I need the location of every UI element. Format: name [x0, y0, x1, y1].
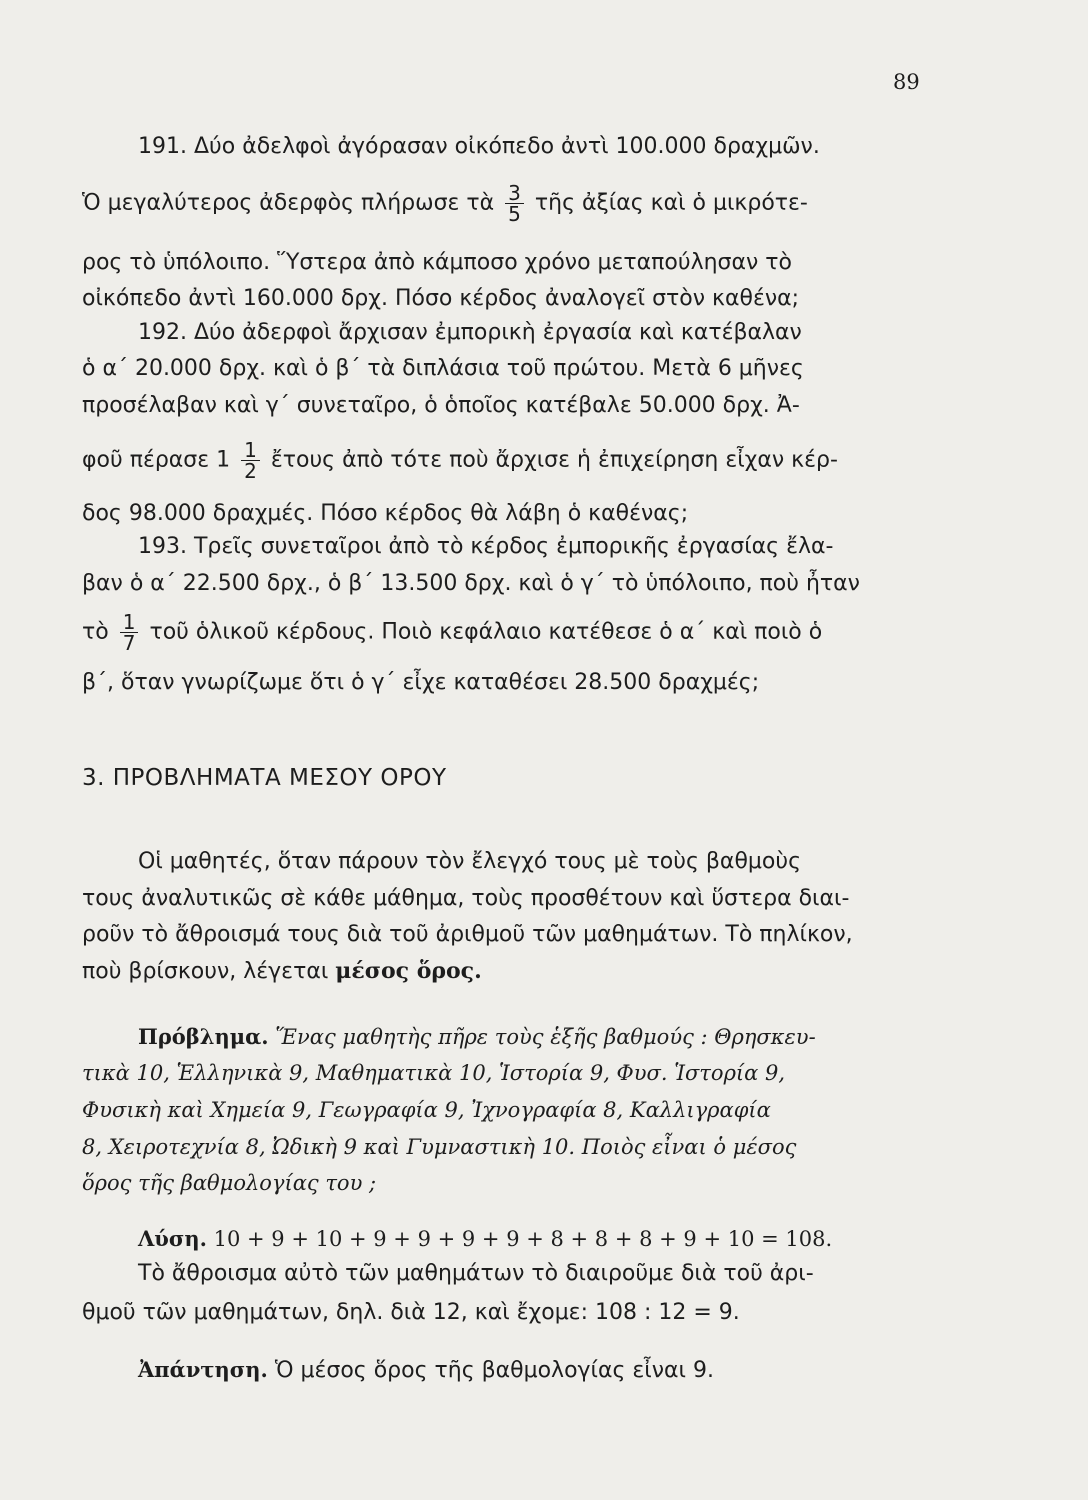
problem-193-text: τοῦ ὁλικοῦ κέρδους. Ποιὸ κεφάλαιο κατέθεσε ὁ α΄ καὶ ποιὸ ὁ [149, 619, 823, 645]
problem-line-4: 8, Χειροτεχνία 8, Ὠδικὴ 9 καὶ Γυμναστικὴ 10. Ποιὸς εἶναι ὁ μέσος [82, 1135, 797, 1159]
problem-192-text: φοῦ πέρασε 1 [82, 447, 231, 473]
section-intro-text: ποὺ βρίσκουν, λέγεται [82, 959, 329, 984]
section-intro-line-2: τους ἀναλυτικῶς σὲ κάθε μάθημα, τοὺς προσθέτουν καὶ ὕστερα διαι- [82, 886, 850, 911]
fraction-denominator: 2 [244, 459, 257, 483]
problem-192-line-1 [82, 316, 922, 349]
fraction-denominator: 5 [508, 202, 521, 226]
solution-equation: 10 + 9 + 10 + 9 + 9 + 9 + 9 + 8 + 8 + 8 + 9 + 10 = 108. [213, 1227, 833, 1251]
section-intro-first-line: Οἱ μαθητές, ὅταν πάρουν τὸν ἔλεγχό τους μὲ τοὺς βαθμοὺς [138, 849, 801, 874]
solution-line [82, 1222, 922, 1256]
problem-192-line-5: δος 98.000 δραχμές. Πόσο κέρδος θὰ λάβη ὁ καθένας; [82, 501, 689, 526]
problem-191-text: Ὁ μεγαλύτερος ἀδερφὸς πλήρωσε τὰ [82, 190, 495, 216]
section-intro-line-1 [82, 845, 922, 878]
solution-text-1: Τὸ ἄθροισμα αὐτὸ τῶν μαθημάτων τὸ διαιροῦμε διὰ τοῦ ἀρι- [138, 1261, 814, 1286]
problem-192-first-line: 192. Δύο ἀδερφοὶ ἄρχισαν ἐμπορικὴ ἐργασία καὶ κατέβαλαν [138, 320, 802, 345]
solution-label: Λύση. [138, 1226, 207, 1251]
problem-line-1 [82, 1020, 922, 1054]
fraction-numerator: 3 [505, 183, 524, 204]
term-mean: μέσος ὅρος. [335, 958, 482, 984]
problem-193-line-4: β΄, ὅταν γνωρίζωμε ὅτι ὁ γ΄ εἶχε καταθέσει 28.500 δραχμές; [82, 670, 760, 695]
problem-191-line-4: οἰκόπεδο ἀντὶ 160.000 δρχ. Πόσο κέρδος ἀναλογεῖ στὸν καθένα; [82, 286, 800, 311]
problem-line-2: τικὰ 10, Ἑλληνικὰ 9, Μαθηματικὰ 10, Ἱστορία 9, Φυσ. Ἱστορία 9, [82, 1061, 786, 1085]
fraction-one-half [241, 440, 260, 481]
answer-text: Ὁ μέσος ὅρος τῆς βαθμολογίας εἶναι 9. [274, 1358, 714, 1383]
section-intro-line-4 [82, 955, 922, 988]
fraction-one-seventh [120, 612, 139, 653]
problem-193-line-1 [82, 530, 922, 563]
fraction-three-fifths [505, 183, 524, 224]
problem-193-text: τὸ [82, 619, 109, 645]
problem-191-line-3: ρος τὸ ὑπόλοιπο. Ὕστερα ἀπὸ κάμποσο χρόνο μεταπούλησαν τὸ [82, 250, 792, 275]
fraction-numerator: 1 [120, 612, 139, 633]
section-heading: 3. ΠΡΟΒΛΗΜΑΤΑ ΜΕΣΟΥ ΟΡΟΥ [82, 765, 447, 791]
problem-191-line-1: 191. Δύο ἀδελφοὶ ἀγόρασαν οἰκόπεδο ἀντὶ 100.000 δραχμῶν. [138, 134, 820, 159]
problem-text: Ἕνας μαθητὴς πῆρε τοὺς ἑξῆς βαθμούς : Θρησκευ- [275, 1025, 816, 1049]
problem-line-5: ὅρος τῆς βαθμολογίας του ; [82, 1171, 377, 1195]
fraction-denominator: 7 [122, 631, 136, 655]
section-intro-line-3: ροῦν τὸ ἄθροισμά τους διὰ τοῦ ἀριθμοῦ τῶν μαθημάτων. Τὸ πηλίκον, [82, 922, 853, 947]
answer-line [82, 1353, 922, 1387]
problem-191-text: τῆς ἀξίας καὶ ὁ μικρότε- [534, 190, 808, 216]
problem-191 [82, 130, 922, 163]
fraction-numerator: 1 [241, 440, 260, 461]
problem-193-first-line: 193. Τρεῖς συνεταῖροι ἀπὸ τὸ κέρδος ἐμπορικῆς ἐργασίας ἔλα- [138, 534, 834, 559]
problem-192-line-4 [82, 440, 922, 481]
problem-193-line-2: βαν ὁ α΄ 22.500 δρχ., ὁ β΄ 13.500 δρχ. καὶ ὁ γ΄ τὸ ὑπόλοιπο, ποὺ ἦταν [82, 571, 860, 596]
problem-192-line-2: ὁ α΄ 20.000 δρχ. καὶ ὁ β΄ τὰ διπλάσια τοῦ πρώτου. Μετὰ 6 μῆνες [82, 356, 804, 381]
solution-line-2 [82, 1257, 922, 1290]
problem-line-3: Φυσικὴ καὶ Χημεία 9, Γεωγραφία 9, Ἰχνογραφία 8, Καλλιγραφία [82, 1098, 771, 1122]
problem-label: Πρόβλημα. [138, 1024, 269, 1049]
problem-193-line-3 [82, 612, 922, 653]
answer-label: Ἀπάντηση. [138, 1357, 268, 1382]
problem-191-line-2 [82, 183, 922, 224]
page-number: 89 [893, 70, 920, 94]
solution-line-3: θμοῦ τῶν μαθημάτων, δηλ. διὰ 12, καὶ ἔχομε: 108 : 12 = 9. [82, 1300, 740, 1325]
problem-192-text: ἔτους ἀπὸ τότε ποὺ ἄρχισε ἡ ἐπιχείρηση εἶχαν κέρ- [270, 447, 838, 473]
problem-192-line-3: προσέλαβαν καὶ γ΄ συνεταῖρο, ὁ ὁποῖος κατέβαλε 50.000 δρχ. Ἀ- [82, 393, 800, 418]
